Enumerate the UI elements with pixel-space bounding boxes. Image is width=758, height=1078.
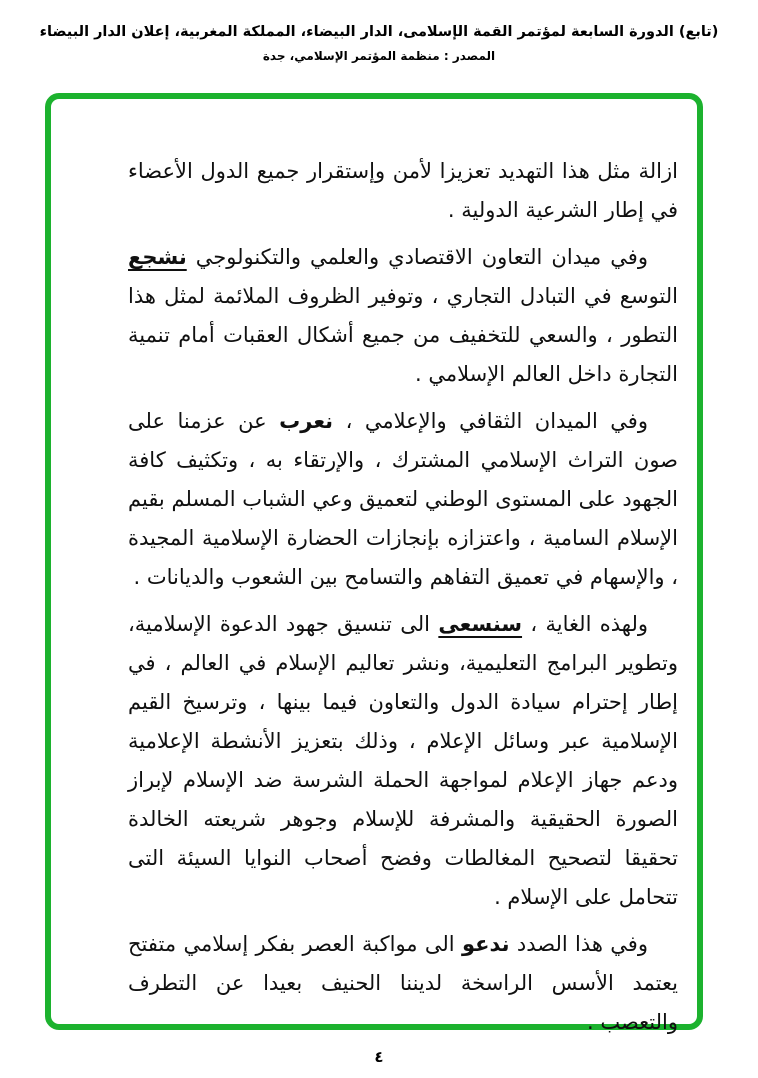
emphasized-word: ندعو [461,932,510,956]
text-segment: ازالة مثل هذا التهديد تعزيزا لأمن وإستقرار جميع الدول الأعضاء في إطار الشرعية الدولية . [128,159,678,222]
paragraph [128,925,678,1042]
page-number: ٤ [374,1048,384,1066]
document-body [128,152,678,1050]
paragraph [128,238,678,394]
paragraph [128,402,678,597]
paragraph [128,152,678,230]
header-title: (تابع) الدورة السابعة لمؤتمر القمة الإسلامى، الدار البيضاء، المملكة المغربية، إعلان الدار البيضاء [39,24,719,40]
document-header [0,24,758,63]
text-segment: وفي ميدان التعاون الاقتصادي والعلمي والتكنولوجي [186,245,648,269]
header-source: المصدر : منظمة المؤتمر الإسلامي، جدة [262,49,496,63]
text-segment: عن عزمنا على صون التراث الإسلامي المشترك ، والإرتقاء به ، وتكثيف كافة الجهود على المستوى الوطني لتعميق وعي الشباب المسلم بقيم الإسلام السامية ، واعتزازه بإنجازات الحضارة الإسلامية المجيدة ، والإسهام في تعميق التفاهم والتسامح بين الشعوب والديانات . [128,409,678,589]
paragraph [128,605,678,917]
text-segment: ولهذه الغاية ، [522,612,648,636]
emphasized-word: نشجع [128,245,187,269]
text-segment: الى تنسيق جهود الدعوة الإسلامية، وتطوير البرامج التعليمية، ونشر تعاليم الإسلام في العالم ، في إطار إحترام سيادة الدول والتعاون فيما بينها ، وترسيخ القيم الإسلامية عبر وسائل الإعلام ، وذلك بتعزيز الأنشطة الإعلامية ودعم جهاز الإعلام لمواجهة الحملة الشرسة ضد الإسلام لإبراز الصورة الحقيقية والمشرفة للإسلام وجوهر شريعته الخالدة تحقيقا لتصحيح المغالطات وفضح أصحاب النوايا السيئة التى تتحامل على الإسلام . [128,612,678,909]
emphasized-word: نعرب [279,409,334,433]
text-segment: وفي هذا الصدد [509,932,648,956]
text-segment: وفي الميدان الثقافي والإعلامي ، [333,409,648,433]
text-segment: التوسع في التبادل التجاري ، وتوفير الظروف الملائمة لمثل هذا التطور ، والسعي للتخفيف من جميع أشكال العقبات أمام تنمية التجارة داخل العالم الإسلامي . [128,284,678,386]
emphasized-word: سنسعى [438,612,523,636]
text-segment: الى مواكبة العصر بفكر إسلامي متفتح يعتمد الأسس الراسخة لديننا الحنيف بعيدا عن التطرف والتعصب . [128,932,678,1034]
